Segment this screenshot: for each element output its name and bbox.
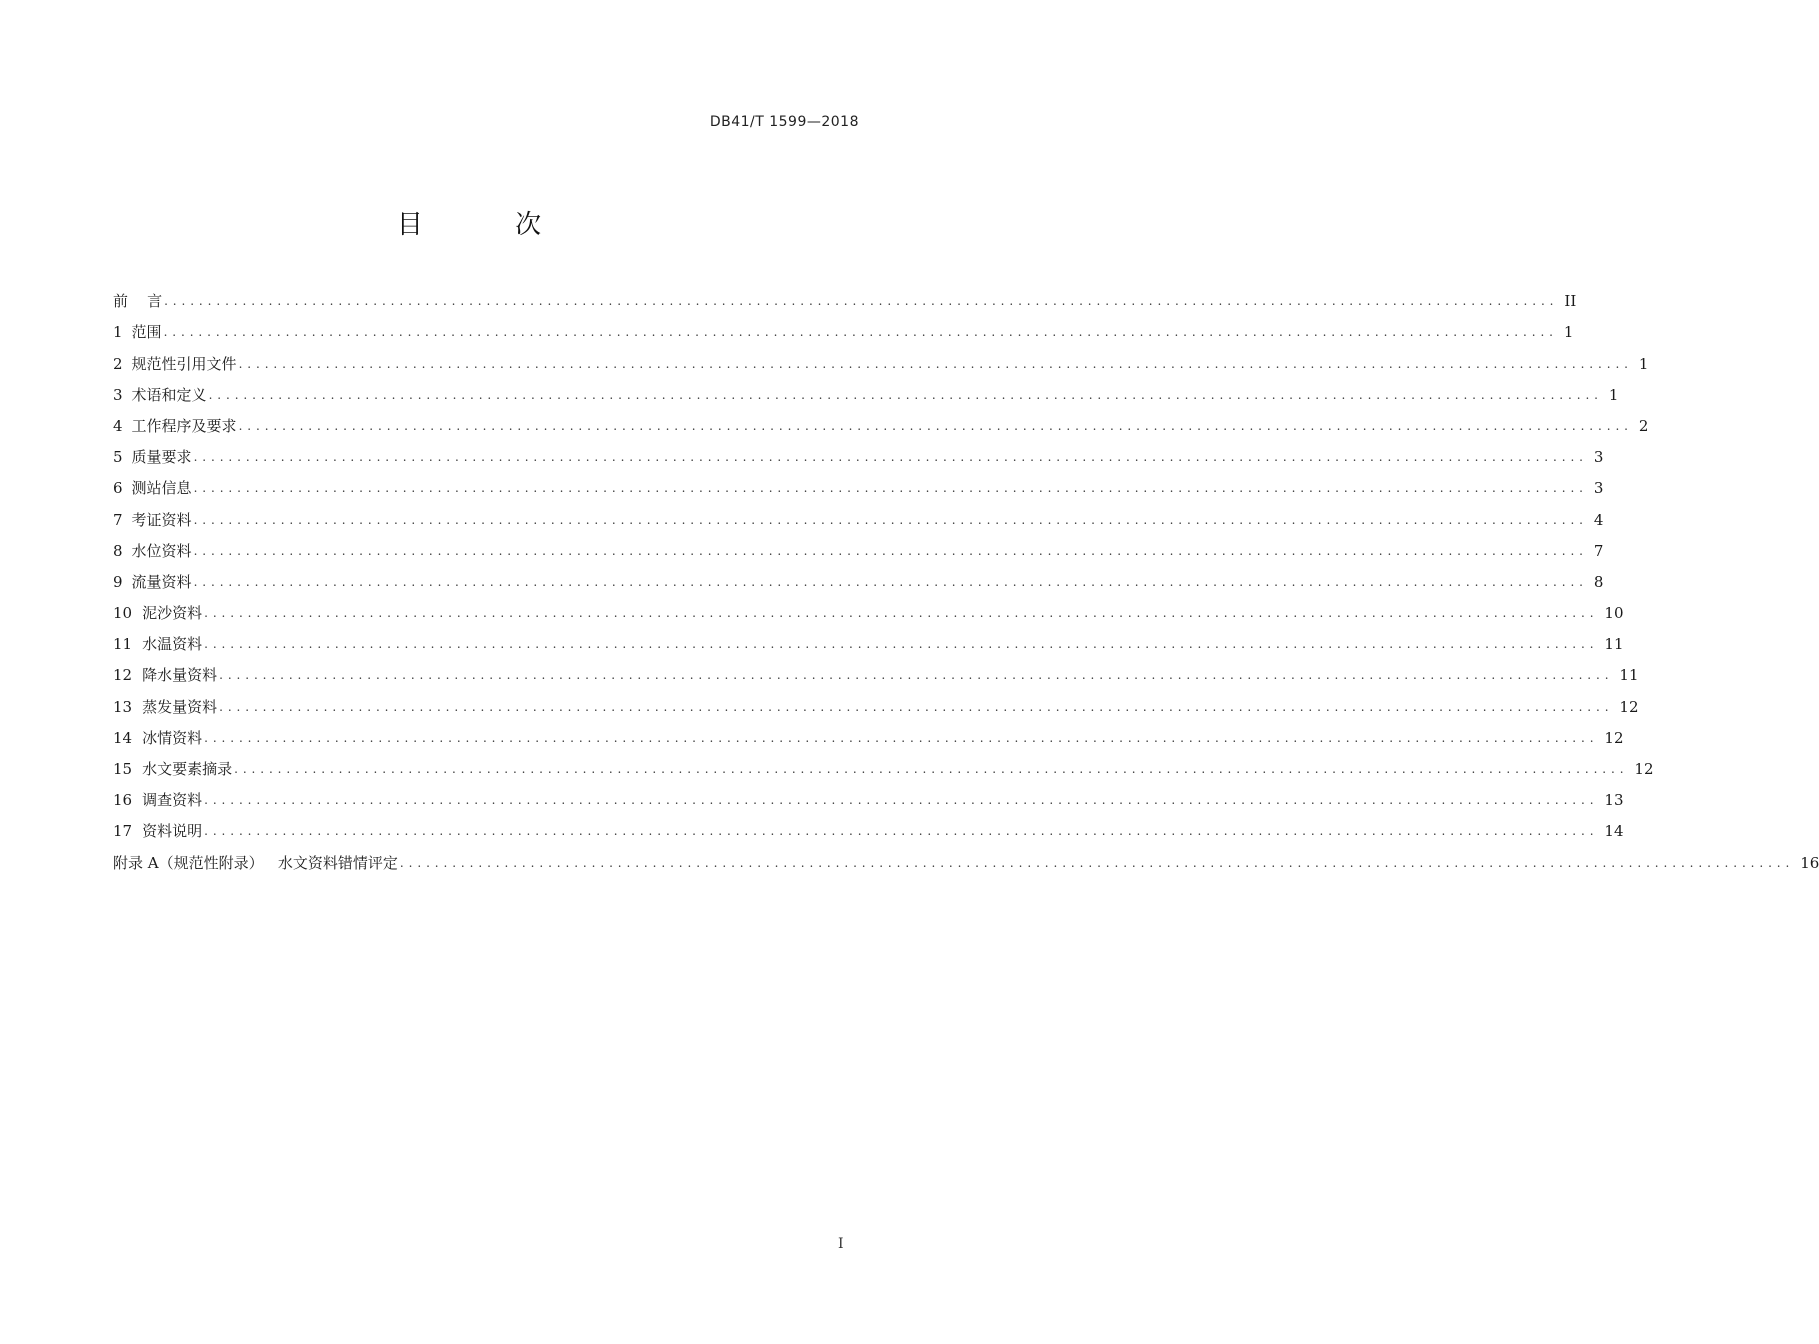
toc-leader-dots: ................................................................................................................................................................: [234, 762, 1629, 776]
toc-entry-number: 14: [113, 728, 133, 747]
toc-leader-dots: ................................................................................................................................................................: [193, 543, 1588, 558]
toc-entry-page: 11: [1604, 635, 1624, 654]
toc-leader-dots: ................................................................................................................................................................: [204, 637, 1599, 652]
toc-entry-title: 前 言: [113, 292, 163, 311]
toc-entry-title: 范围: [131, 323, 162, 342]
toc-entry-title: 规范性引用文件: [131, 354, 237, 373]
toc-entry[interactable]: [113, 845, 1819, 876]
toc-leader-dots: ................................................................................................................................................................: [238, 356, 1633, 371]
toc-entry[interactable]: [113, 534, 1604, 565]
toc-entry[interactable]: [113, 721, 1624, 752]
toc-entry[interactable]: [113, 471, 1604, 502]
toc-entry-page: 12: [1619, 697, 1639, 716]
toc-entry[interactable]: [113, 627, 1624, 658]
toc-entry-page: 7: [1593, 541, 1604, 560]
toc-entry[interactable]: [113, 689, 1639, 720]
toc-entry-title: 流量资料: [131, 572, 192, 591]
standard-code: DB41/T 1599—2018: [709, 114, 859, 130]
toc-entry-number: 15: [113, 760, 133, 778]
table-of-contents: [113, 284, 1819, 877]
toc-entry[interactable]: [113, 284, 1577, 315]
toc-entry-page: 2: [1638, 416, 1649, 435]
toc-entry[interactable]: [113, 346, 1649, 377]
toc-entry-number: 12: [113, 666, 133, 685]
toc-entry[interactable]: [113, 440, 1604, 471]
toc-entry-title: 资料说明: [142, 822, 203, 841]
toc-entry-number: 1: [113, 323, 123, 342]
toc-entry-page: 1: [1638, 354, 1649, 373]
toc-entry-title: 冰情资料: [142, 728, 203, 747]
toc-entry-title: 测站信息: [131, 479, 192, 498]
toc-entry-page: 14: [1604, 822, 1624, 841]
toc-entry-page: 13: [1604, 791, 1624, 810]
toc-entry-page: 4: [1593, 510, 1604, 529]
toc-entry-title: 术语和定义: [131, 385, 207, 404]
toc-entry[interactable]: [113, 814, 1624, 845]
toc-entry-title: 质量要求: [131, 448, 192, 467]
toc-entry-title: 考证资料: [131, 510, 192, 529]
toc-leader-dots: ................................................................................................................................................................: [219, 668, 1614, 683]
toc-entry-number: 16: [113, 791, 133, 810]
toc-entry-title: 水文要素摘录: [142, 760, 233, 778]
toc-leader-dots: ................................................................................................................................................................: [399, 855, 1795, 870]
toc-entry-page: 12: [1604, 728, 1624, 747]
toc-entry[interactable]: [113, 565, 1604, 596]
toc-entry-number: 8: [113, 541, 123, 560]
toc-entry-page: II: [1564, 292, 1577, 311]
toc-entry-page: 3: [1593, 448, 1604, 467]
toc-entry-page: 11: [1619, 666, 1639, 685]
toc-entry-number: 2: [113, 354, 123, 373]
toc-entry-title: 调查资料: [142, 791, 203, 810]
toc-entry-page: 1: [1563, 323, 1574, 342]
toc-entry[interactable]: [113, 409, 1649, 440]
toc-entry-page: 8: [1593, 572, 1604, 591]
toc-entry-title: 水位资料: [131, 541, 192, 560]
toc-entry-title: 泥沙资料: [142, 604, 203, 623]
toc-entry[interactable]: [113, 596, 1624, 627]
toc-entry-number: 13: [113, 697, 133, 716]
toc-entry-number: 17: [113, 822, 133, 841]
toc-entry[interactable]: [113, 378, 1619, 409]
toc-leader-dots: ................................................................................................................................................................: [193, 481, 1588, 496]
toc-entry[interactable]: [113, 502, 1604, 533]
toc-entry-title: 附录 A（规范性附录） 水文资料错情评定: [113, 853, 398, 872]
toc-entry-number: 3: [113, 385, 123, 404]
toc-entry-page: 3: [1593, 479, 1604, 498]
toc-entry-number: 4: [113, 416, 123, 435]
toc-entry-title: 工作程序及要求: [131, 416, 237, 435]
toc-entry-title: 降水量资料: [142, 666, 218, 685]
toc-entry[interactable]: [113, 315, 1574, 346]
page-number: I: [838, 1236, 844, 1252]
toc-entry-number: 7: [113, 510, 123, 529]
toc-leader-dots: ................................................................................................................................................................: [193, 512, 1588, 527]
toc-leader-dots: ................................................................................................................................................................: [193, 574, 1588, 589]
toc-leader-dots: ................................................................................................................................................................: [204, 730, 1599, 745]
toc-entry[interactable]: [113, 752, 1654, 783]
toc-leader-dots: ................................................................................................................................................................: [164, 294, 1559, 309]
toc-leader-dots: ................................................................................................................................................................: [208, 387, 1603, 402]
toc-leader-dots: ................................................................................................................................................................: [204, 793, 1599, 808]
toc-leader-dots: ................................................................................................................................................................: [193, 450, 1588, 465]
toc-entry[interactable]: [113, 783, 1624, 814]
toc-leader-dots: ................................................................................................................................................................: [219, 699, 1614, 714]
toc-leader-dots: ................................................................................................................................................................: [238, 418, 1633, 433]
toc-entry[interactable]: [113, 658, 1639, 689]
toc-entry-number: 6: [113, 479, 123, 498]
toc-entry-title: 蒸发量资料: [142, 697, 218, 716]
toc-leader-dots: ................................................................................................................................................................: [204, 824, 1599, 839]
toc-entry-number: 10: [113, 604, 133, 623]
toc-entry-page: 12: [1634, 760, 1654, 778]
toc-leader-dots: ................................................................................................................................................................: [204, 606, 1599, 621]
toc-entry-page: 10: [1604, 604, 1624, 623]
toc-entry-number: 11: [113, 635, 133, 654]
toc-leader-dots: ................................................................................................................................................................: [163, 325, 1558, 340]
toc-entry-page: 16: [1800, 853, 1819, 872]
toc-entry-number: 9: [113, 572, 123, 591]
page-title: 目 次: [396, 210, 584, 240]
toc-entry-number: 5: [113, 448, 123, 467]
toc-entry-title: 水温资料: [142, 635, 203, 654]
toc-entry-page: 1: [1608, 385, 1619, 404]
